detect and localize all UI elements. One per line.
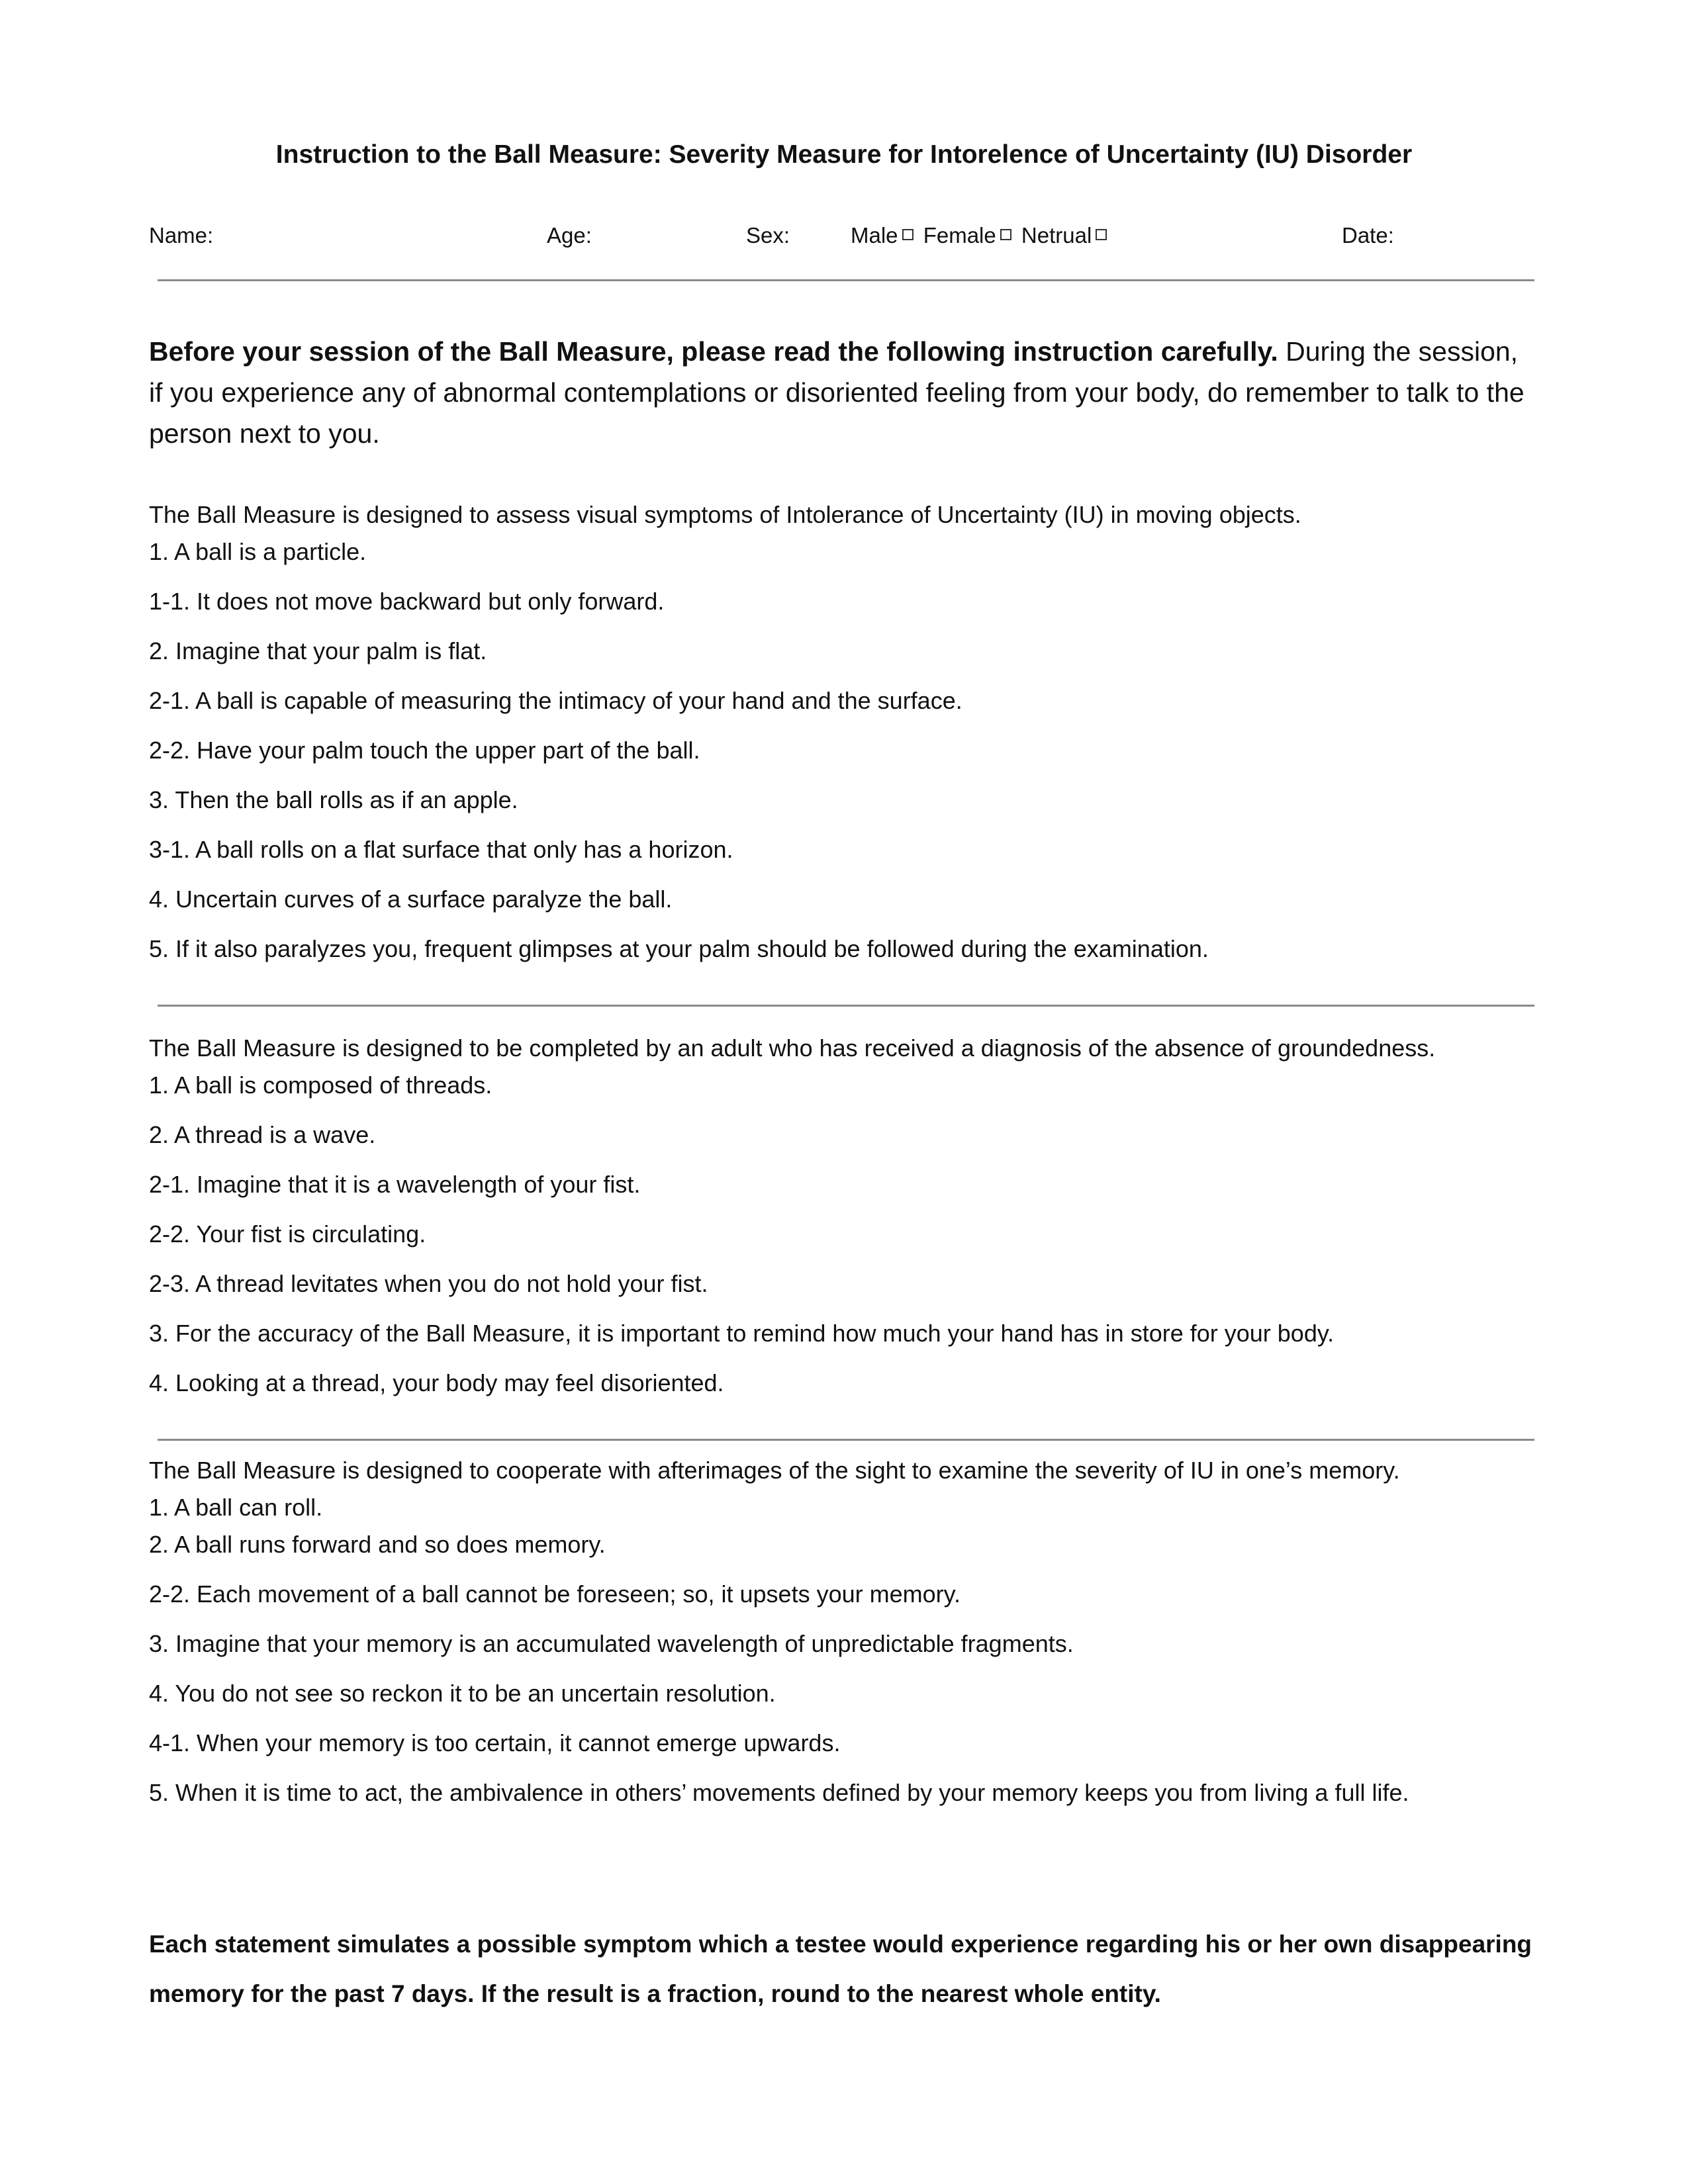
section-2-item: 4. Looking at a thread, your body may feel disoriented. [149, 1369, 724, 1396]
section-1-item: 3. Then the ball rolls as if an apple. [149, 786, 518, 813]
section-1-item: 2. Imagine that your palm is flat. [149, 637, 487, 664]
name-label: Name: [149, 223, 214, 248]
section-2-item: 2-1. Imagine that it is a wavelength of your fist. [149, 1171, 641, 1198]
section-3-item: 2-2. Each movement of a ball cannot be foreseen; so, it upsets your memory. [149, 1580, 961, 1608]
document-title: Instruction to the Ball Measure: Severity Measure for Intorelence of Uncertainty (IU) Disorder [275, 140, 1413, 169]
footer-note: Each statement simulates a possible symptom which a testee would experience regarding his or her own disappearing memory for the past 7 days. If the result is a fraction, round to the nearest whole entity. [149, 1931, 1532, 2007]
section-3-item: 2. A ball runs forward and so does memory. [149, 1531, 606, 1558]
age-label: Age: [547, 223, 592, 248]
section-1-item: 5. If it also paralyzes you, frequent glimpses at your palm should be followed during the examination. [149, 935, 1209, 962]
section-1-heading: The Ball Measure is designed to assess visual symptoms of Intolerance of Uncertainty (IU) in moving objects. [149, 501, 1301, 528]
female-checkbox[interactable] [1000, 229, 1011, 240]
section-2-heading: The Ball Measure is designed to be completed by an adult who has received a diagnosis of the absence of groundedness. [149, 1034, 1436, 1062]
sex-label: Sex: [746, 223, 790, 248]
sex-option-male-label: Male [851, 223, 898, 248]
section-1-item: 2-1. A ball is capable of measuring the intimacy of your hand and the surface. [149, 687, 962, 714]
date-label: Date: [1342, 223, 1394, 248]
section-divider [158, 1005, 1534, 1007]
intro-paragraph [149, 331, 1532, 454]
intro-text: During the session, if you experience any of abnormal contemplations or disoriented feeling from your body, do remember to talk to the person next to you. [149, 336, 1524, 449]
section-1-item: 4. Uncertain curves of a surface paralyze the ball. [149, 886, 673, 913]
section-1-item: 2-2. Have your palm touch the upper part of the ball. [149, 737, 700, 764]
section-3-item: 5. When it is time to act, the ambivalence in others’ movements defined by your memory keeps you from living a full life. [149, 1779, 1409, 1806]
section-divider [158, 1439, 1534, 1441]
male-checkbox[interactable] [902, 229, 914, 240]
section-3-heading: The Ball Measure is designed to cooperate with afterimages of the sight to examine the severity of IU in one’s memory. [149, 1457, 1400, 1484]
section-1-item: 3-1. A ball rolls on a flat surface that only has a horizon. [149, 836, 733, 863]
sex-options [851, 220, 1111, 251]
section-3-item: 4-1. When your memory is too certain, it cannot emerge upwards. [149, 1729, 841, 1756]
section-2-item: 2. A thread is a wave. [149, 1121, 376, 1148]
section-2-item: 1. A ball is composed of threads. [149, 1071, 492, 1099]
sex-option-neutral-label: Netrual [1021, 223, 1092, 248]
section-3-item: 3. Imagine that your memory is an accumulated wavelength of unpredictable fragments. [149, 1630, 1074, 1657]
sex-option-female-label: Female [923, 223, 996, 248]
section-2-item: 3. For the accuracy of the Ball Measure, it is important to remind how much your hand has in store for your body. [149, 1320, 1335, 1347]
section-2-item: 2-3. A thread levitates when you do not hold your fist. [149, 1270, 708, 1297]
section-1-item: 1-1. It does not move backward but only forward. [149, 588, 665, 615]
neutral-checkbox[interactable] [1096, 229, 1107, 240]
section-2-item: 2-2. Your fist is circulating. [149, 1220, 426, 1248]
section-3-item: 4. You do not see so reckon it to be an uncertain resolution. [149, 1680, 776, 1707]
section-3-item: 1. A ball can roll. [149, 1494, 323, 1521]
header-divider [158, 279, 1534, 281]
section-1-item: 1. A ball is a particle. [149, 538, 367, 565]
intro-bold-text: Before your session of the Ball Measure, please read the following instruction carefully. [149, 336, 1278, 367]
